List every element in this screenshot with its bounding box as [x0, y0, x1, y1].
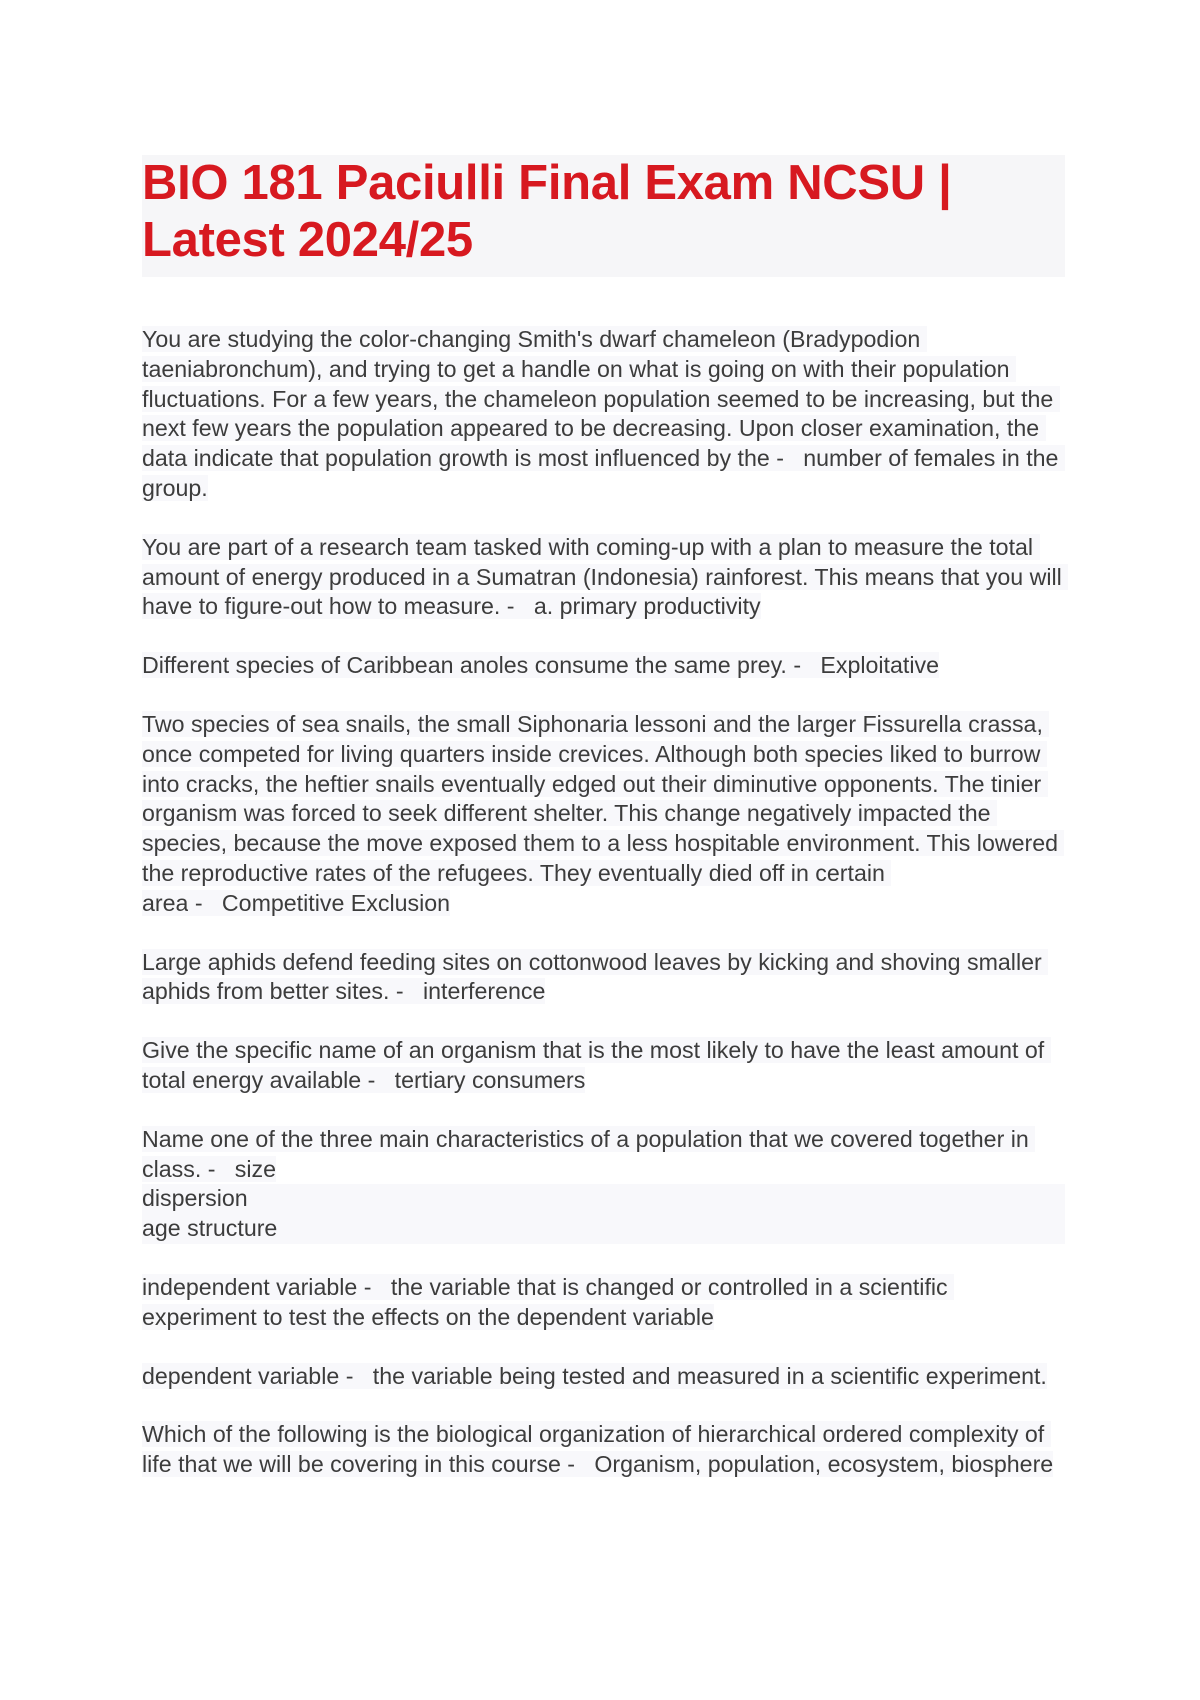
- question-text: dependent variable: [142, 1362, 340, 1389]
- separator: -: [389, 978, 423, 1005]
- qa-item-6: [142, 1036, 1065, 1096]
- answer-text: interference: [422, 978, 546, 1005]
- answer-text: the variable being tested and measured in a scientific experiment.: [372, 1362, 1047, 1389]
- separator: -: [339, 1362, 373, 1389]
- question-text: You are studying the color-changing Smith's dwarf chameleon (Bradypodion taeniabronchum), and trying to get a handle on what is going on with their population fluctuations. For a few years, the chameleon population seemed to be increasing, but the next few years the population appeared to be decreasing. Upon closer examination, the data indicate that population growth is most influenced by the: [142, 326, 1060, 472]
- answer-text: number of females in the group.: [142, 445, 1065, 501]
- title-line-2: Latest 2024/25: [142, 213, 473, 267]
- qa-item-3: [142, 651, 1065, 681]
- qa-item-2: [142, 533, 1069, 622]
- question-text: Large aphids defend feeding sites on cottonwood leaves by kicking and shoving smaller aphids from better sites.: [142, 948, 1049, 1005]
- separator: -: [357, 1273, 391, 1300]
- answer-text: size: [234, 1155, 277, 1182]
- separator: -: [560, 1451, 595, 1478]
- question-text: Two species of sea snails, the small Siphonaria lessoni and the larger Fissurella crassa, once competed for living quarters inside crevices. Although both species liked to burrow into cracks, the heftier snails eventually edged out their diminutive opponents. The tinier organism was forced to seek different shelter. This change negatively impacted the species, because the move exposed them to a less hospitable environment. This lowered the reproductive rates of the refugees. They eventually died off in certain area: [142, 710, 1065, 916]
- separator: -: [361, 1066, 395, 1093]
- answer-text: tertiary consumers: [394, 1066, 586, 1093]
- qa-item-5: [142, 948, 1065, 1008]
- answer-text: the variable that is changed or controlled in a scientific experiment to test the effects on the dependent variable: [142, 1273, 955, 1330]
- answer-extra-line: age structure: [142, 1214, 1065, 1244]
- separator: -: [786, 652, 821, 679]
- qa-item-8: [142, 1273, 1065, 1333]
- question-text: independent variable: [142, 1273, 358, 1300]
- answer-text: a. primary productivity: [533, 593, 761, 620]
- separator: -: [500, 593, 534, 620]
- question-text: Give the specific name of an organism that is the most likely to have the least amount of total energy available: [142, 1037, 1051, 1093]
- answer-text: Exploitative: [820, 652, 939, 679]
- qa-item-10: [142, 1420, 1065, 1480]
- question-text: Different species of Caribbean anoles consume the same prey.: [142, 652, 787, 679]
- answer-text: Organism, population, ecosystem, biosphere: [594, 1451, 1054, 1478]
- separator: -: [188, 889, 222, 916]
- separator: -: [201, 1155, 235, 1182]
- question-text: You are part of a research team tasked with coming-up with a plan to measure the total amount of energy produced in a Sumatran (Indonesia) rainforest. This means that you will have to figure-out how to measure.: [142, 533, 1069, 620]
- answer-text: Competitive Exclusion: [221, 889, 451, 916]
- qa-item-9: [142, 1362, 1065, 1392]
- qa-item-1: [142, 325, 1065, 504]
- answer-extra-line: dispersion: [142, 1184, 1065, 1214]
- question-text: Name one of the three main characteristics of a population that we covered together in class.: [142, 1125, 1036, 1182]
- document-title: [142, 155, 1055, 269]
- title-block: [142, 155, 1065, 277]
- title-line-1: BIO 181 Paciulli Final Exam NCSU |: [142, 156, 952, 210]
- qa-item-4: [142, 710, 1065, 919]
- qa-item-7: [142, 1125, 1065, 1244]
- separator: -: [769, 445, 804, 472]
- document-page: [142, 155, 1069, 1509]
- question-text: Which of the following is the biological organization of hierarchical ordered complexity of life that we will be covering in this course: [142, 1421, 1051, 1478]
